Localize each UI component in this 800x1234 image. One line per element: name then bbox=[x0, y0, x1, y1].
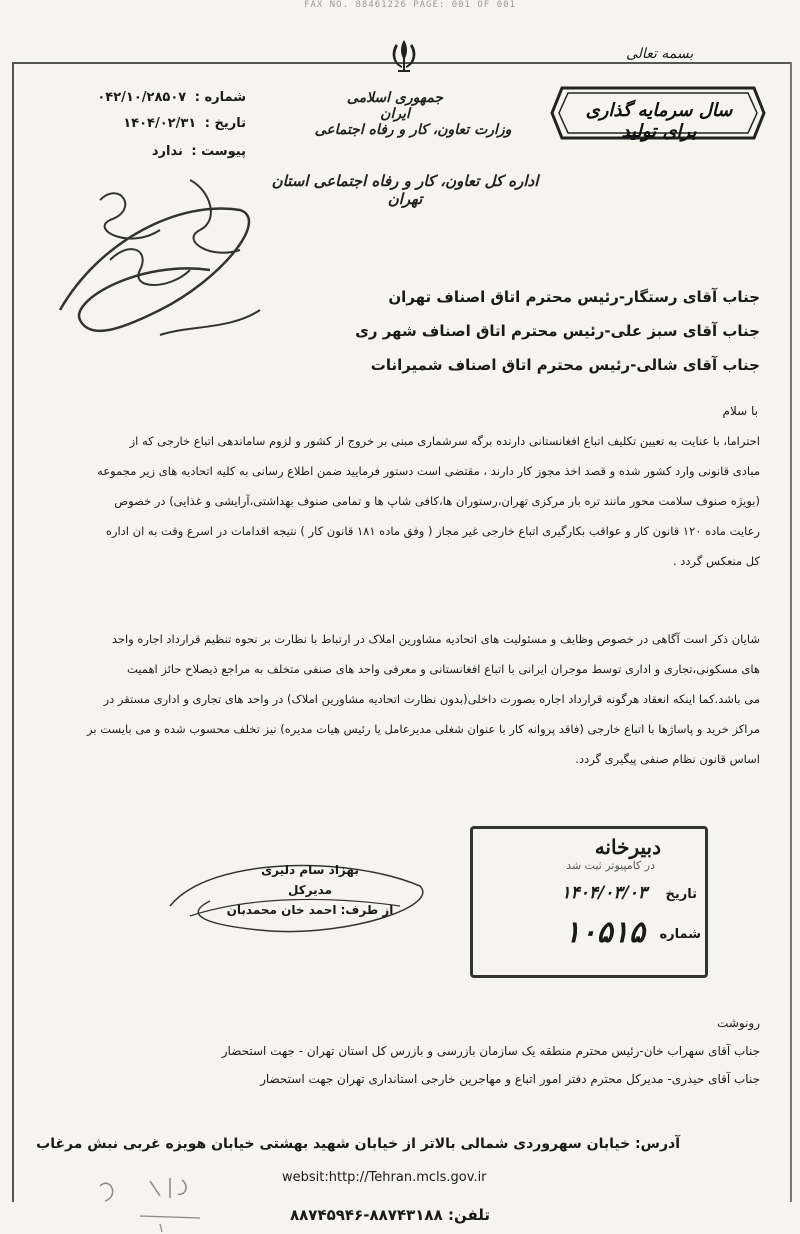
stamp-title: دبیرخانه bbox=[594, 835, 661, 859]
paragraph-2-line: مراکز خرید و پاساژها با اتباع خارجی (فاقد پروانه کار با عنوان شغلی مدیرعامل یا رئیس هیات مدیره) نیز تخلف محسوب شده و می بایست بر bbox=[87, 722, 760, 736]
iran-emblem-icon bbox=[384, 36, 424, 76]
signatory-title: مدیرکل bbox=[287, 883, 333, 897]
attachment-label: پیوست : bbox=[191, 144, 246, 159]
frame-right-line bbox=[790, 62, 792, 1202]
paragraph-2-line: می باشد.کما اینکه انعقاد هرگونه قرارداد اجاره بصورت داخلی(بدون نظارت اتحادیه مشاورین املاک) در واحد های تجاری و اداری مستقر در bbox=[103, 692, 760, 706]
attachment-value: ندارد bbox=[151, 144, 183, 159]
slogan-text: سال سرمایه گذاری برای تولید bbox=[585, 100, 733, 142]
fax-header: FAX NO. 88461226 PAGE: 001 OF 001 bbox=[304, 0, 516, 10]
paragraph-1-line: کل منعکس گردد . bbox=[672, 554, 760, 568]
paragraph-1-line: (بویژه صنوف سلامت محور مانند تره بار مرکزی تهران،رستوران ها،کافی شاپ ها و تمامی صنوف بهداشتی،آرایشی و غذایی) در خصوص bbox=[114, 494, 760, 508]
handwritten-annotation bbox=[40, 160, 280, 360]
addressee-1: جناب آقای رستگار-رئیس محترم اتاق اصناف تهران bbox=[388, 288, 760, 306]
paragraph-1 bbox=[30, 426, 760, 576]
footer-website: websit:http://Tehran.mcls.gov.ir bbox=[282, 1170, 487, 1185]
letter-attachment bbox=[56, 144, 246, 159]
footer-phone: تلفن: ۸۸۷۴۳۱۸۸-۸۸۷۴۵۹۴۶ bbox=[290, 1206, 491, 1224]
stamp-date-label: تاریخ bbox=[665, 887, 697, 902]
letter-date bbox=[56, 116, 246, 131]
number-value: ۰۴۲/۱۰/۲۸۵۰۷ bbox=[97, 90, 187, 105]
margin-scribble bbox=[90, 1166, 210, 1234]
copies-title: رونوشت bbox=[717, 1016, 760, 1030]
addressee-3: جناب آقای شالی-رئیس محترم اتاق اصناف شمیرانات bbox=[370, 356, 760, 374]
frame-left-line bbox=[12, 62, 14, 1202]
signature-block bbox=[200, 860, 420, 920]
ministry-line-2: وزارت تعاون، کار و رفاه اجتماعی bbox=[314, 122, 512, 138]
stamp-date-value: ۱۴۰۴/۰۳/۰۳ bbox=[561, 883, 647, 903]
letter-number bbox=[56, 90, 246, 105]
signatory-on-behalf: از طرف: احمد خان محمدبان bbox=[226, 903, 394, 917]
stamp-subtitle: در کامپیوتر ثبت شد bbox=[566, 859, 655, 872]
secretariat-stamp bbox=[470, 826, 708, 978]
paragraph-2 bbox=[30, 624, 760, 774]
paragraph-2-line: اساس قانون نظام صنفی پیگیری گردد. bbox=[575, 752, 760, 766]
paragraph-2-line: های مسکونی،تجاری و اداری توسط موجران ایرانی با اتباع افغانستانی و معرفی واحد های صنفی متخلف به مراجع ذیصلاح حائز اهمیت bbox=[127, 662, 760, 676]
stamp-number-value: ۱۰۵۱۵ bbox=[564, 915, 645, 950]
paragraph-1-line: احتراما، با عنایت به تعیین تکلیف اتباع افغانستانی دارنده برگه سرشماری مبنی بر خروج از کشور و لزوم ساماندهی اتباع خارجی که از bbox=[129, 434, 760, 448]
ministry-line-1: جمهوری اسلامی ایران bbox=[346, 90, 444, 122]
greeting: با سلام bbox=[722, 404, 758, 418]
paragraph-1-line: مبادی قانونی وارد کشور شده و قصد اخذ مجوز کار دارند ، مقتضی است دستور فرمایید ضمن اطلاع رسانی به کلیه اتحادیه های زیر مجموعه bbox=[97, 464, 760, 478]
paragraph-1-line: رعایت ماده ۱۲۰ قانون کار و عواقب بکارگیری اتباع خارجی غیر مجاز ( وفق ماده ۱۸۱ قانون کار ) نتیجه اقدامات در اسرع وقت به ان اداره bbox=[105, 524, 760, 538]
date-label: تاریخ : bbox=[204, 116, 246, 131]
number-label: شماره : bbox=[194, 90, 246, 105]
ministry-line-3: اداره کل تعاون، کار و رفاه اجتماعی استان تهران bbox=[271, 172, 539, 208]
date-value: ۱۴۰۴/۰۲/۳۱ bbox=[123, 116, 197, 131]
copy-recipient-1: جناب آقای سهراب خان-رئیس محترم منطقه یک سازمان بازرسی و بازرس کل استان تهران - جهت استحضار bbox=[221, 1044, 760, 1058]
signatory-name: بهزاد سام دلیری bbox=[261, 863, 359, 877]
copy-recipient-2: جناب آقای حیدری- مدیرکل محترم دفتر امور اتباع و مهاجرین خارجی استانداری تهران جهت استحضار bbox=[260, 1072, 760, 1086]
paragraph-2-line: شایان ذکر است آگاهی در خصوص وظایف و مسئولیت های اتحادیه مشاورین املاک در ارتباط با نظارت بر نحوه تنظیم قرارداد اجاره واحد bbox=[111, 632, 760, 646]
basmala: بسمه تعالی bbox=[626, 46, 694, 62]
addressee-2: جناب آقای سبز علی-رئیس محترم اتاق اصناف شهر ری bbox=[355, 322, 760, 340]
footer-address: آدرس: خیابان سهروردی شمالی بالاتر از خیابان شهید بهشتی خیابان هویزه غربی نبش مرغاب bbox=[36, 1136, 680, 1152]
stamp-number-label: شماره bbox=[659, 927, 701, 942]
